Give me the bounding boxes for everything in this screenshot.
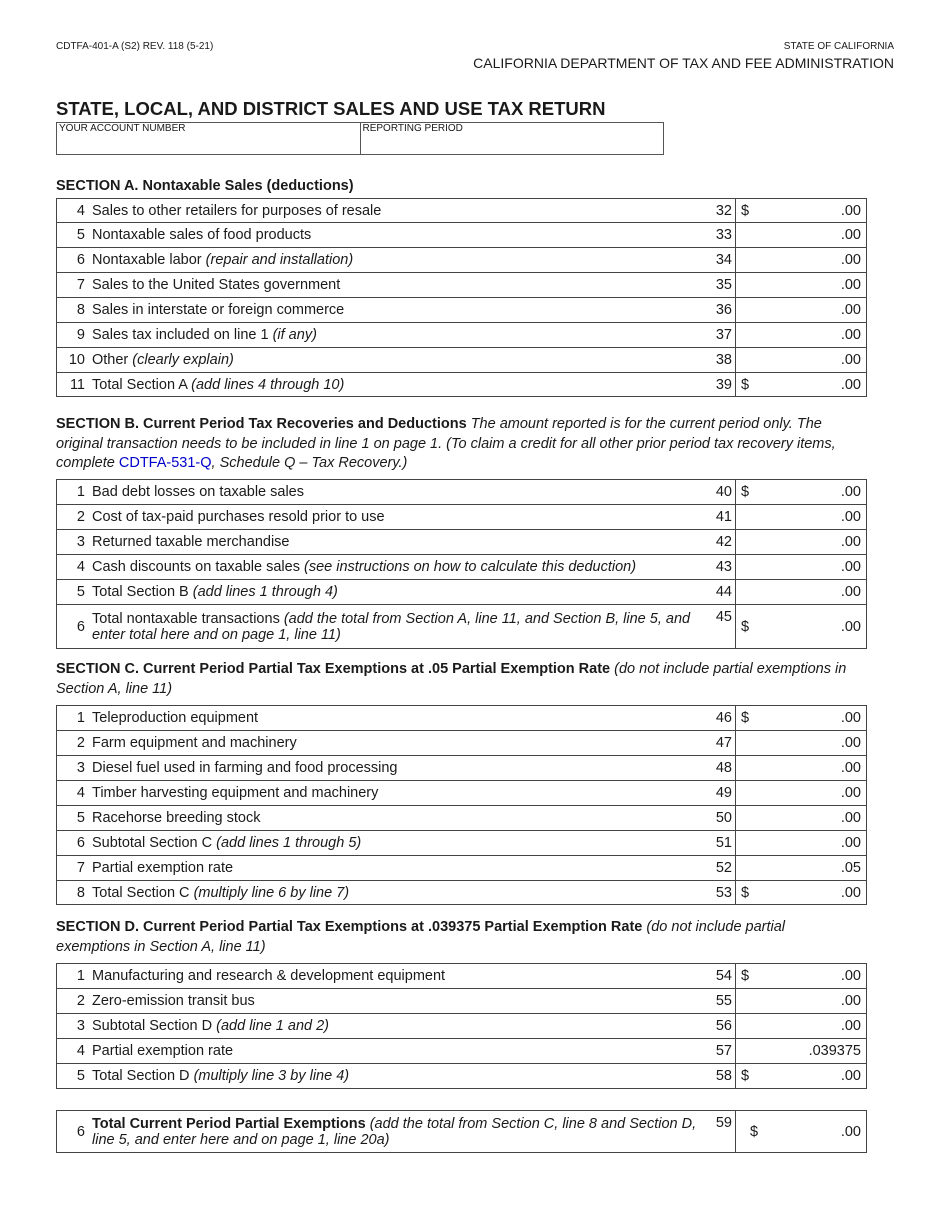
amount-value: .00 — [840, 968, 861, 984]
amount-value: .039375 — [808, 1043, 861, 1059]
cdtfa-531-q-link[interactable]: CDTFA-531-Q — [118, 455, 212, 471]
dollar-sign: $ — [750, 1123, 759, 1140]
dollar-sign: $ — [741, 484, 750, 500]
page-title: STATE, LOCAL, AND DISTRICT SALES AND USE TAX RETURN — [56, 98, 606, 119]
line-code: 57 — [712, 1039, 736, 1064]
line-code: 58 — [712, 1064, 736, 1089]
amount-field[interactable] — [736, 323, 867, 348]
amount-value: .00 — [840, 534, 861, 550]
section-b-note: The amount reported is for the current period only. The original transaction needs to be included in line 1 on page 1. (To claim a credit for all other prior period tax recovery items, complete — [56, 416, 836, 471]
amount-value: .00 — [840, 376, 861, 393]
line-number: 6 — [57, 248, 93, 273]
amount-value: .00 — [840, 884, 861, 901]
line-code: 45 — [712, 605, 736, 649]
line-code: 51 — [712, 831, 736, 856]
account-info-box — [56, 122, 664, 155]
line-text: Manufacturing and research & development equipment — [92, 968, 446, 984]
form-line-row — [57, 373, 867, 397]
form-line-row — [57, 756, 867, 781]
amount-field[interactable] — [736, 605, 867, 649]
line-description — [92, 731, 712, 756]
line-text: Diesel fuel used in farming and food processing — [92, 760, 398, 776]
line-description — [92, 1014, 712, 1039]
amount-field[interactable] — [736, 555, 867, 580]
amount-value: .00 — [840, 1018, 861, 1034]
form-line-row — [57, 555, 867, 580]
amount-value: .00 — [840, 785, 861, 801]
line-number: 3 — [57, 1014, 93, 1039]
amount-field[interactable] — [736, 706, 867, 731]
section-b-note-end: , Schedule Q – Tax Recovery.) — [211, 455, 408, 471]
section-a-heading — [56, 177, 856, 197]
account-number-label: YOUR ACCOUNT NUMBER — [59, 123, 186, 134]
line-text: Cost of tax-paid purchases resold prior to use — [92, 509, 385, 525]
line-text: Subtotal Section D — [92, 1018, 217, 1034]
amount-field[interactable] — [736, 964, 867, 989]
line-text: Zero-emission transit bus — [92, 993, 255, 1009]
line-code: 52 — [712, 856, 736, 881]
line-code: 46 — [712, 706, 736, 731]
amount-value: .05 — [840, 860, 861, 876]
amount-field[interactable] — [736, 856, 867, 881]
total-note: (add the total from Section C, line 8 and Section D, line 5, and enter here and on page 1, line 20a) — [92, 1115, 697, 1148]
amount-field[interactable] — [736, 781, 867, 806]
line-number: 5 — [57, 806, 93, 831]
line-text: Cash discounts on taxable sales — [92, 559, 304, 575]
line-description — [92, 273, 712, 298]
line-description — [92, 248, 712, 273]
section-d-table — [56, 963, 867, 1089]
amount-field[interactable] — [736, 199, 867, 223]
line-text: Other — [92, 352, 133, 368]
section-a-title: SECTION A. Nontaxable Sales (deductions) — [56, 178, 354, 194]
line-text: Total Section A — [92, 376, 192, 393]
amount-value: .00 — [840, 302, 861, 318]
form-line-row — [57, 298, 867, 323]
line-number: 11 — [57, 373, 93, 397]
line-description — [92, 989, 712, 1014]
line-text: Total nontaxable transactions — [92, 610, 284, 627]
state-label: STATE OF CALIFORNIA — [783, 41, 894, 52]
line-code: 49 — [712, 781, 736, 806]
amount-value: .00 — [840, 735, 861, 751]
amount-field[interactable] — [736, 831, 867, 856]
line-note: (add lines 1 through 5) — [216, 835, 362, 851]
line-description — [92, 580, 712, 605]
line-description — [92, 223, 712, 248]
line-text: Racehorse breeding stock — [92, 810, 261, 826]
line-code: 36 — [712, 298, 736, 323]
line-note: (if any) — [272, 327, 317, 343]
amount-value: .00 — [840, 584, 861, 600]
amount-field[interactable] — [736, 731, 867, 756]
form-number: CDTFA-401-A (S2) REV. 118 (5-21) — [56, 41, 214, 52]
amount-field[interactable] — [736, 580, 867, 605]
line-description — [92, 555, 712, 580]
line-code: 59 — [712, 1111, 736, 1153]
line-number: 3 — [57, 756, 93, 781]
form-line-row — [57, 1039, 867, 1064]
line-code: 50 — [712, 806, 736, 831]
line-text: Sales tax included on line 1 — [92, 327, 273, 343]
amount-field[interactable] — [736, 298, 867, 323]
department-name: CALIFORNIA DEPARTMENT OF TAX AND FEE ADMINISTRATION — [473, 55, 894, 71]
form-line-row — [57, 831, 867, 856]
line-number: 4 — [57, 555, 93, 580]
amount-value: .00 — [840, 710, 861, 726]
section-b-heading — [56, 415, 856, 474]
line-code: 40 — [712, 480, 736, 505]
line-text: Partial exemption rate — [92, 1043, 234, 1059]
section-c-note: (do not include partial exemptions in Section A, line 11) — [56, 661, 847, 697]
line-text: Timber harvesting equipment and machinery — [92, 785, 379, 801]
line-number: 4 — [57, 1039, 93, 1064]
line-code: 32 — [712, 199, 736, 223]
form-line-row — [57, 580, 867, 605]
line-number: 7 — [57, 856, 93, 881]
line-description — [92, 964, 712, 989]
amount-field[interactable] — [736, 1064, 867, 1089]
amount-field[interactable] — [736, 1111, 867, 1153]
section-b-table — [56, 479, 867, 649]
line-number: 10 — [57, 348, 93, 373]
amount-value: .00 — [840, 810, 861, 826]
line-description — [92, 756, 712, 781]
form-line-row — [57, 199, 867, 223]
line-note: (add lines 4 through 10) — [191, 376, 345, 393]
line-description — [92, 348, 712, 373]
section-d-note: (do not include partial exemptions in Section A, line 11) — [56, 919, 786, 955]
line-number: 1 — [57, 964, 93, 989]
form-line-row — [57, 530, 867, 555]
amount-field[interactable] — [736, 223, 867, 248]
line-description — [92, 881, 712, 905]
line-code: 41 — [712, 505, 736, 530]
amount-field[interactable] — [736, 530, 867, 555]
form-line-row — [57, 1064, 867, 1089]
section-c-title: SECTION C. Current Period Partial Tax Exemptions at .05 Partial Exemption Rate — [56, 661, 611, 677]
form-line-row — [57, 273, 867, 298]
reporting-period-label: REPORTING PERIOD — [362, 123, 463, 134]
line-note: (repair and installation) — [205, 252, 354, 268]
line-text: Sales to the United States government — [92, 277, 341, 293]
amount-field[interactable] — [736, 480, 867, 505]
line-text: Total Section C — [92, 884, 194, 901]
form-line-row — [57, 505, 867, 530]
line-code: 42 — [712, 530, 736, 555]
form-line-row — [57, 480, 867, 505]
form-line-row — [57, 731, 867, 756]
line-number: 2 — [57, 505, 93, 530]
section-c-heading — [56, 660, 856, 699]
line-description — [92, 1111, 712, 1153]
line-number: 5 — [57, 1064, 93, 1089]
form-line-row — [57, 1014, 867, 1039]
line-number: 6 — [57, 605, 93, 649]
line-description — [92, 806, 712, 831]
total-row — [57, 1111, 867, 1153]
section-d-title: SECTION D. Current Period Partial Tax Exemptions at .039375 Partial Exemption Rate — [56, 919, 643, 935]
amount-field[interactable] — [736, 881, 867, 905]
line-number: 2 — [57, 989, 93, 1014]
line-number: 6 — [57, 1111, 93, 1153]
line-code: 55 — [712, 989, 736, 1014]
line-number: 7 — [57, 273, 93, 298]
line-number: 8 — [57, 881, 93, 905]
line-description — [92, 706, 712, 731]
line-number: 8 — [57, 298, 93, 323]
amount-value: .00 — [840, 352, 861, 368]
amount-value: .00 — [840, 509, 861, 525]
line-number: 4 — [57, 781, 93, 806]
line-text: Farm equipment and machinery — [92, 735, 297, 751]
line-description — [92, 605, 712, 649]
form-line-row — [57, 323, 867, 348]
amount-value: .00 — [840, 1123, 861, 1140]
amount-field[interactable] — [736, 373, 867, 397]
line-code: 37 — [712, 323, 736, 348]
line-number: 2 — [57, 731, 93, 756]
amount-field[interactable] — [736, 1039, 867, 1064]
line-number: 5 — [57, 580, 93, 605]
line-text: Partial exemption rate — [92, 860, 234, 876]
form-line-row — [57, 605, 867, 649]
amount-value: .00 — [840, 327, 861, 343]
line-text: Bad debt losses on taxable sales — [92, 484, 304, 500]
amount-field[interactable] — [736, 505, 867, 530]
form-line-row — [57, 223, 867, 248]
amount-field[interactable] — [736, 756, 867, 781]
line-code: 54 — [712, 964, 736, 989]
dollar-sign: $ — [741, 884, 750, 901]
line-description — [92, 530, 712, 555]
line-number: 3 — [57, 530, 93, 555]
dollar-sign: $ — [741, 376, 750, 393]
line-code: 43 — [712, 555, 736, 580]
amount-value: .00 — [840, 277, 861, 293]
line-text: Subtotal Section C — [92, 835, 217, 851]
amount-value: .00 — [840, 618, 861, 635]
section-c-table — [56, 705, 867, 905]
line-code: 34 — [712, 248, 736, 273]
line-code: 48 — [712, 756, 736, 781]
form-line-row — [57, 348, 867, 373]
line-number: 9 — [57, 323, 93, 348]
line-description — [92, 1064, 712, 1089]
line-code: 38 — [712, 348, 736, 373]
line-code: 39 — [712, 373, 736, 397]
amount-value: .00 — [840, 835, 861, 851]
form-line-row — [57, 806, 867, 831]
line-note: (clearly explain) — [132, 352, 234, 368]
dollar-sign: $ — [741, 1068, 750, 1084]
reporting-period-field[interactable] — [360, 123, 664, 154]
line-code: 56 — [712, 1014, 736, 1039]
dollar-sign: $ — [741, 710, 750, 726]
line-number: 6 — [57, 831, 93, 856]
line-number: 5 — [57, 223, 93, 248]
line-description — [92, 505, 712, 530]
amount-field[interactable] — [736, 1014, 867, 1039]
total-partial-exemptions-table — [56, 1110, 867, 1153]
amount-value: .00 — [840, 559, 861, 575]
line-number: 1 — [57, 480, 93, 505]
line-number: 4 — [57, 199, 93, 223]
line-description — [92, 856, 712, 881]
section-b-title: SECTION B. Current Period Tax Recoveries and Deductions — [56, 416, 467, 432]
line-description — [92, 373, 712, 397]
amount-field[interactable] — [736, 248, 867, 273]
line-number: 1 — [57, 706, 93, 731]
form-line-row — [57, 706, 867, 731]
amount-value: .00 — [840, 202, 861, 219]
amount-value: .00 — [840, 227, 861, 243]
line-code: 47 — [712, 731, 736, 756]
line-description — [92, 199, 712, 223]
line-note: (see instructions on how to calculate this deduction) — [304, 559, 637, 575]
line-text: Sales to other retailers for purposes of resale — [92, 202, 382, 219]
amount-value: .00 — [840, 484, 861, 500]
line-description — [92, 480, 712, 505]
line-text: Total Section D — [92, 1068, 194, 1084]
dollar-sign: $ — [741, 618, 750, 635]
line-text: Nontaxable labor — [92, 252, 206, 268]
amount-field[interactable] — [736, 989, 867, 1014]
amount-value: .00 — [840, 760, 861, 776]
line-text: Teleproduction equipment — [92, 710, 259, 726]
line-description — [92, 1039, 712, 1064]
line-code: 53 — [712, 881, 736, 905]
line-text: Returned taxable merchandise — [92, 534, 290, 550]
line-note: (add line 1 and 2) — [216, 1018, 329, 1034]
dollar-sign: $ — [741, 968, 750, 984]
line-text: Total Section B — [92, 584, 193, 600]
amount-value: .00 — [840, 993, 861, 1009]
amount-field[interactable] — [736, 348, 867, 373]
section-d-heading — [56, 918, 856, 957]
line-text: Nontaxable sales of food products — [92, 227, 312, 243]
line-description — [92, 781, 712, 806]
line-description — [92, 298, 712, 323]
line-note: (multiply line 3 by line 4) — [193, 1068, 350, 1084]
line-text: Sales in interstate or foreign commerce — [92, 302, 345, 318]
amount-value: .00 — [840, 1068, 861, 1084]
account-number-field[interactable] — [57, 123, 360, 154]
line-code: 33 — [712, 223, 736, 248]
line-description — [92, 323, 712, 348]
line-note: (multiply line 6 by line 7) — [193, 884, 350, 901]
form-line-row — [57, 856, 867, 881]
form-line-row — [57, 989, 867, 1014]
line-note: (add lines 1 through 4) — [192, 584, 338, 600]
line-code: 44 — [712, 580, 736, 605]
total-label: Total Current Period Partial Exemptions — [92, 1115, 366, 1132]
form-line-row — [57, 881, 867, 905]
form-line-row — [57, 248, 867, 273]
form-line-row — [57, 781, 867, 806]
dollar-sign: $ — [741, 202, 750, 219]
section-a-table — [56, 198, 867, 397]
form-line-row — [57, 964, 867, 989]
amount-field[interactable] — [736, 273, 867, 298]
amount-field[interactable] — [736, 806, 867, 831]
amount-value: .00 — [840, 252, 861, 268]
line-code: 35 — [712, 273, 736, 298]
line-description — [92, 831, 712, 856]
line-note: (add the total from Section A, line 11, and Section B, line 5, and enter total here and on page 1, line 11) — [92, 610, 691, 643]
